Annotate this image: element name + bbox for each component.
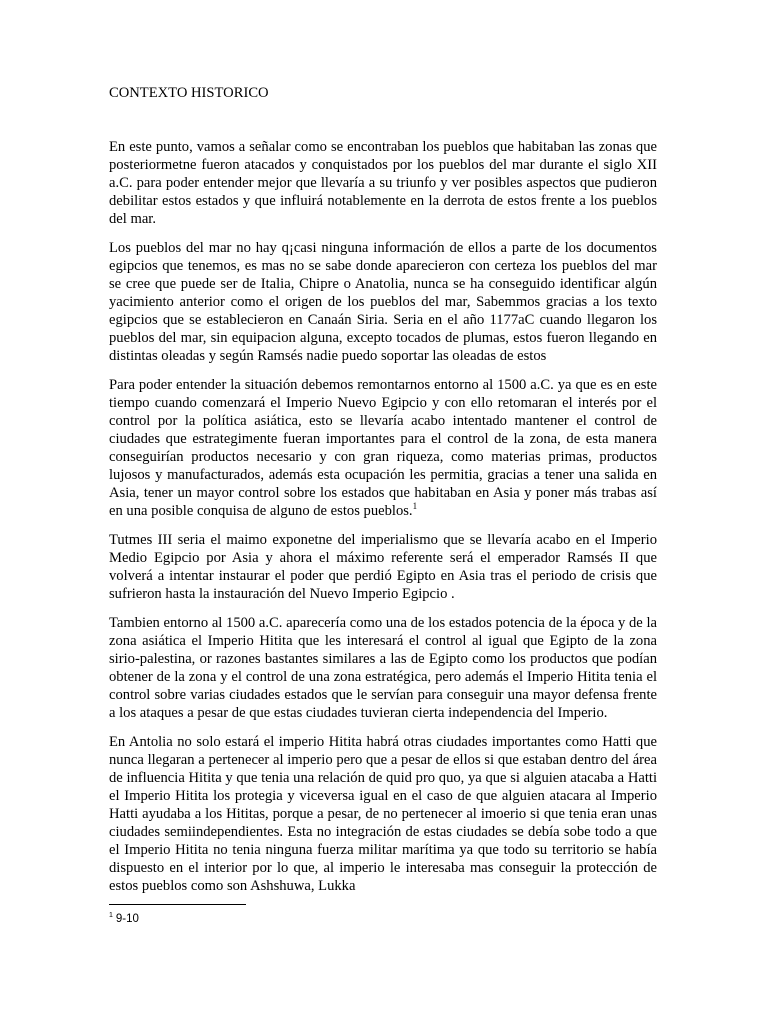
paragraph-4: Tutmes III seria el maimo exponetne del imperialismo que se llevaría acabo en el Imperio Medio Egipcio por Asia y ahora el máximo referente será el emperador Ramsés II que volverá a intentar instaurar el poder que perdió Egipto en Asia tras el periodo de crisis que sufrieron hasta la instauración del Nuevo Imperio Egipcio .	[109, 532, 657, 602]
paragraph-2: Los pueblos del mar no hay q¡casi ninguna información de ellos a parte de los documentos egipcios que tenemos, es mas no se sabe donde aparecieron con certeza los pueblos del mar se cree que puede ser de Italia, Chipre o Anatolia, nunca se ha conseguido identificar algún yacimiento anterior como el origen de los pueblos del mar, Sabemmos gracias a los texto egipcios que se establecieron en Canaán Siria. Seria en el año 1177aC cuando llegaron los pueblos del mar, sin equipacion alguna, excepto tocados de plumas, estos fueron llegando en distintas oleadas y según Ramsés nadie puedo soportar las oleadas de estos	[109, 240, 657, 364]
paragraph-3-text: Para poder entender la situación debemos remontarnos entorno al 1500 a.C. ya que es en este tiempo cuando comenzará el Imperio Nuevo Egipcio y con ello retomaran el interés por el control por la política asiática, esto se llevaría acabo intentado mantener el control de ciudades que estrategimente fueran importantes para el control de la zona, de esta manera conseguirían productos necesario y con gran riqueza, como materias primas, productos lujosos y manufacturados, además esta ocupación les permitia, gracias a tener una salida en Asia, tener un mayor control sobre los estados que habitaban en Asia y poner más trabas así en una posible conquisa de alguno de estos pueblos.	[109, 377, 657, 519]
footnote-reference[interactable]: 1	[412, 501, 418, 512]
paragraph-1: En este punto, vamos a señalar como se encontraban los pueblos que habitaban las zonas que posteriormetne fueron atacados y conquistados por los pueblos del mar durante el siglo XII a.C. para poder entender mejor que llevaría a su triunfo y ver posibles aspectos que pudieron debilitar estos estados y que influirá notablemente en la derrota de estos frente a los pueblos del mar.	[109, 139, 657, 227]
footnote-text: 9-10	[115, 913, 139, 925]
footnote-separator	[109, 904, 246, 905]
footnote-marker: 1	[109, 912, 113, 920]
body-text	[109, 138, 657, 906]
paragraph-3	[109, 376, 657, 520]
paragraph-5: Tambien entorno al 1500 a.C. aparecería como una de los estados potencia de la época y de la zona asiática el Imperio Hitita que les interesará el control al igual que Egipto de la zona sirio-palestina, or razones bastantes similares a las de Egipto como los productos que podían obtener de la zona y el control de una zona estratégica, pero además el Imperio Hitita tenia el control sobre varias ciudades estados que le servían para conseguir una mayor defensa frente a los ataques a pesar de que estas ciudades tuvieran cierta independencia del Imperio.	[109, 615, 657, 721]
section-heading: CONTEXTO HISTORICO	[109, 85, 269, 101]
paragraph-6: En Antolia no solo estará el imperio Hitita habrá otras ciudades importantes como Hatti que nunca llegaran a pertenecer al imperio pero que a pesar de ellos si que estaban dentro del área de influencia Hitita y que tenia una relación de quid pro quo, ya que si alguien atacaba a Hatti el Imperio Hitita los protegia y viceversa igual en el caso de que alguien atacara al Imperio Hatti ayudaba a los Hititas, porque a pesar, de no pertenecer al imoerio si que tenia eran unas ciudades semiindependientes. Esta no integración de estas ciudades se debía sobe todo a que el Imperio Hitita no tenia ninguna fuerza militar marítima ya que todo su territorio se había dispuesto en el interior por lo que, al imperio le interesaba mas conseguir la protección de estos pueblos como son Ashshuwa, Lukka	[109, 734, 657, 894]
footnote	[109, 912, 139, 926]
